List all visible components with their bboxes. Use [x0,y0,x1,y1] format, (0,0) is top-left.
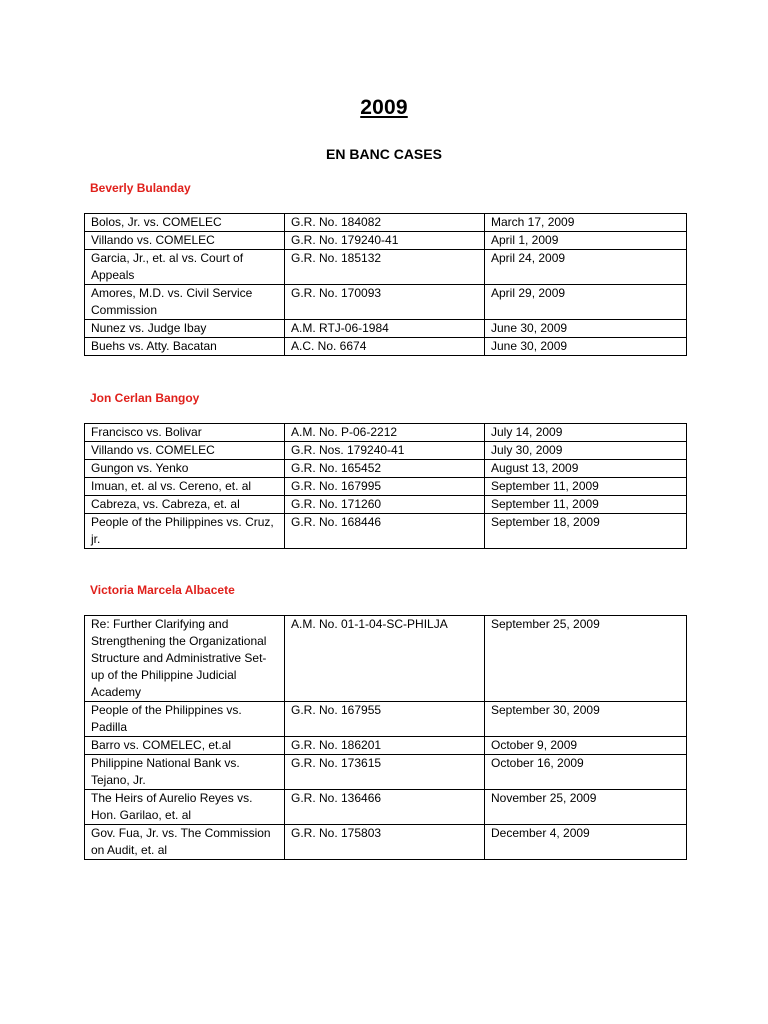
case-title-cell: Francisco vs. Bolivar [85,424,285,442]
case-title-cell: People of the Philippines vs. Cruz, jr. [85,514,285,549]
case-date-cell: September 11, 2009 [485,478,687,496]
case-date-cell: June 30, 2009 [485,338,687,356]
case-number-cell: A.M. No. P-06-2212 [285,424,485,442]
case-number-cell: G.R. Nos. 179240-41 [285,442,485,460]
table-row [85,442,687,460]
case-date-cell: September 11, 2009 [485,496,687,514]
case-number-cell: A.C. No. 6674 [285,338,485,356]
case-number-cell: A.M. No. 01-1-04-SC-PHILJA [285,616,485,702]
case-date-cell: August 13, 2009 [485,460,687,478]
case-number-cell: G.R. No. 168446 [285,514,485,549]
cases-table [84,423,687,549]
case-title-cell: Re: Further Clarifying and Strengthening the Organizational Structure and Administrative Set-up of the Philippine Judicial Academy [85,616,285,702]
case-title-cell: Philippine National Bank vs. Tejano, Jr. [85,755,285,790]
case-date-cell: June 30, 2009 [485,320,687,338]
case-title-cell: Imuan, et. al vs. Cereno, et. al [85,478,285,496]
case-title-cell: The Heirs of Aurelio Reyes vs. Hon. Garilao, et. al [85,790,285,825]
case-number-cell: G.R. No. 167995 [285,478,485,496]
table-row [85,250,687,285]
table-row [85,737,687,755]
case-title-cell: Buehs vs. Atty. Bacatan [85,338,285,356]
table-row [85,755,687,790]
case-number-cell: G.R. No. 170093 [285,285,485,320]
case-date-cell: March 17, 2009 [485,214,687,232]
case-title-cell: People of the Philippines vs. Padilla [85,702,285,737]
case-number-cell: A.M. RTJ-06-1984 [285,320,485,338]
case-date-cell: October 9, 2009 [485,737,687,755]
cases-table [84,213,687,356]
case-date-cell: September 18, 2009 [485,514,687,549]
case-date-cell: November 25, 2009 [485,790,687,825]
section-name: Jon Cerlan Bangoy [90,391,200,405]
table-row [85,214,687,232]
case-date-cell: December 4, 2009 [485,825,687,860]
table-row [85,232,687,250]
case-title-cell: Villando vs. COMELEC [85,442,285,460]
case-number-cell: G.R. No. 175803 [285,825,485,860]
case-number-cell: G.R. No. 179240-41 [285,232,485,250]
table-row [85,460,687,478]
section-name: Beverly Bulanday [90,181,191,195]
case-number-cell: G.R. No. 173615 [285,755,485,790]
table-row [85,285,687,320]
table-row [85,514,687,549]
case-title-cell: Bolos, Jr. vs. COMELEC [85,214,285,232]
table-row [85,496,687,514]
table-row [85,424,687,442]
table-row [85,338,687,356]
case-date-cell: April 29, 2009 [485,285,687,320]
section-name: Victoria Marcela Albacete [90,583,235,597]
table-row [85,320,687,338]
case-number-cell: G.R. No. 171260 [285,496,485,514]
table-row [85,478,687,496]
case-date-cell: September 30, 2009 [485,702,687,737]
case-title-cell: Gungon vs. Yenko [85,460,285,478]
table-row [85,702,687,737]
case-date-cell: July 14, 2009 [485,424,687,442]
case-title-cell: Gov. Fua, Jr. vs. The Commission on Audit, et. al [85,825,285,860]
table-row [85,616,687,702]
case-title-cell: Garcia, Jr., et. al vs. Court of Appeals [85,250,285,285]
case-number-cell: G.R. No. 165452 [285,460,485,478]
case-number-cell: G.R. No. 184082 [285,214,485,232]
case-date-cell: April 1, 2009 [485,232,687,250]
case-date-cell: October 16, 2009 [485,755,687,790]
case-date-cell: April 24, 2009 [485,250,687,285]
case-title-cell: Amores, M.D. vs. Civil Service Commission [85,285,285,320]
case-number-cell: G.R. No. 136466 [285,790,485,825]
case-date-cell: July 30, 2009 [485,442,687,460]
case-number-cell: G.R. No. 167955 [285,702,485,737]
table-row [85,790,687,825]
page-title: 2009 [360,96,408,119]
cases-table [84,615,687,860]
page-subtitle: EN BANC CASES [326,146,442,162]
case-number-cell: G.R. No. 186201 [285,737,485,755]
table-row [85,825,687,860]
case-title-cell: Cabreza, vs. Cabreza, et. al [85,496,285,514]
case-title-cell: Nunez vs. Judge Ibay [85,320,285,338]
case-title-cell: Barro vs. COMELEC, et.al [85,737,285,755]
case-number-cell: G.R. No. 185132 [285,250,485,285]
case-date-cell: September 25, 2009 [485,616,687,702]
case-title-cell: Villando vs. COMELEC [85,232,285,250]
